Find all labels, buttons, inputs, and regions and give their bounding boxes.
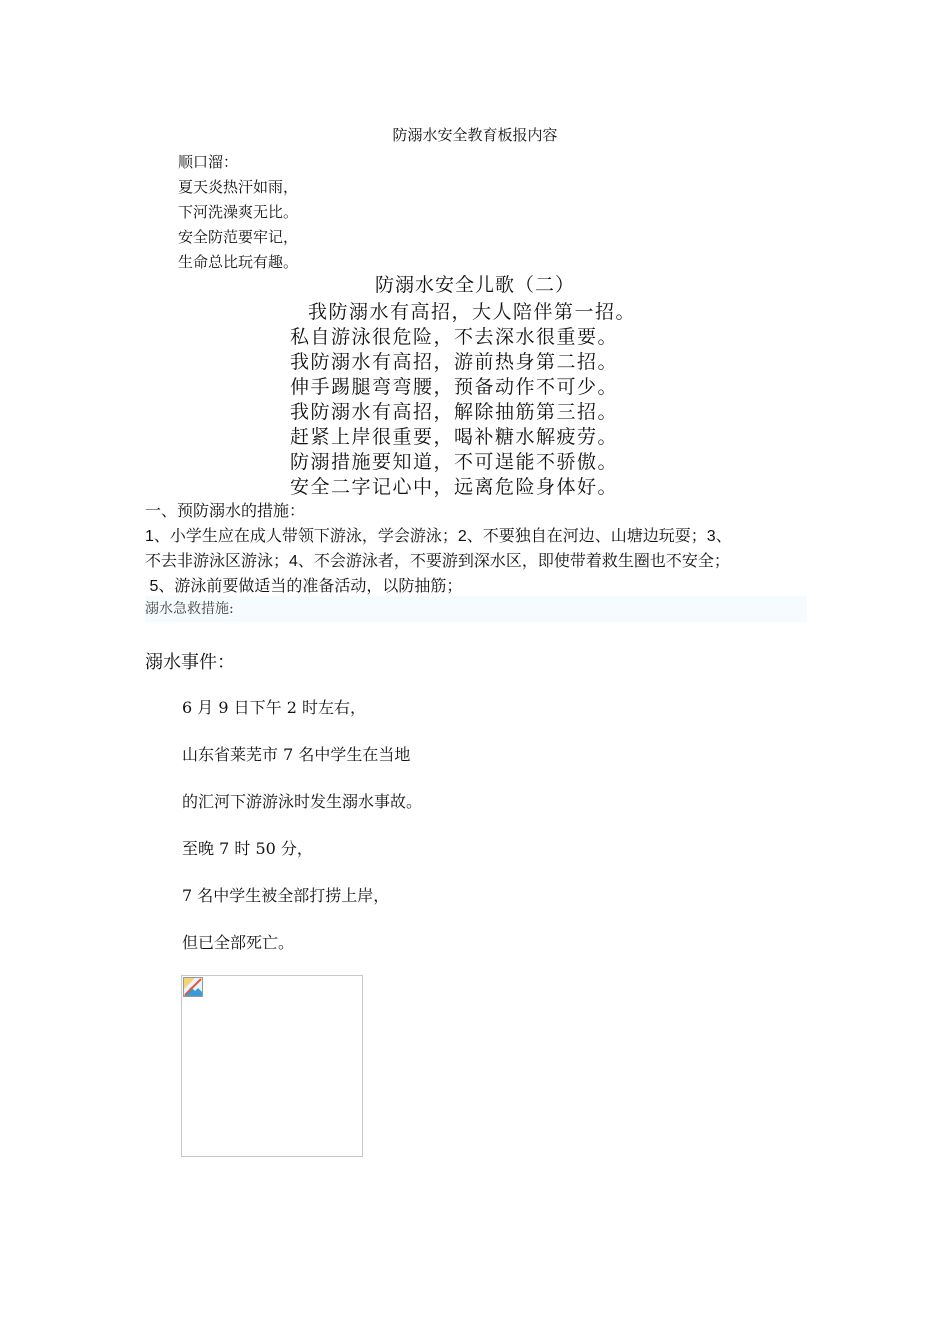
- rhyme-heading: 顺口溜：: [178, 153, 239, 171]
- image-placeholder: [181, 975, 363, 1157]
- rhyme-line-1: 夏天炎热汗如雨，: [178, 178, 299, 196]
- measures-line-1: 1、小学生应在成人带领下游泳，学会游泳；2、不要独自在河边、山塘边玩耍；3、: [145, 528, 732, 545]
- rhyme-line-3: 安全防范要牢记，: [178, 228, 299, 246]
- event-line-3: 的汇河下游游泳时发生溺水事故。: [182, 792, 423, 811]
- song-line-6: 赶紧上岸很重要，喝补糖水解疲劳。: [290, 426, 619, 448]
- event-line-1: 6 月 9 日下午 2 时左右，: [182, 698, 366, 717]
- rescue-measures-label: 溺水急救措施:: [145, 596, 807, 622]
- song-line-3: 我防溺水有高招，游前热身第二招。: [290, 351, 619, 373]
- rhyme-line-2: 下河洗澡爽无比。: [178, 203, 299, 221]
- measures-heading: 一、预防溺水的措施：: [145, 501, 306, 520]
- measures-line-2: 不去非游泳区游泳；4、不会游泳者，不要游到深水区，即使带着救生圈也不安全；: [145, 553, 730, 570]
- song-line-1: 我防溺水有高招，大人陪伴第一招。: [308, 301, 637, 323]
- song-line-5: 我防溺水有高招，解除抽筋第三招。: [290, 401, 619, 423]
- song-title: 防溺水安全儿歌（二）: [374, 274, 575, 296]
- event-line-6: 但已全部死亡。: [182, 933, 295, 952]
- measures-line-3: 5、游泳前要做适当的准备活动，以防抽筋；: [145, 578, 463, 595]
- event-heading: 溺水事件：: [145, 652, 235, 673]
- song-line-8: 安全二字记心中，远离危险身体好。: [290, 476, 619, 498]
- event-line-2: 山东省莱芜市 7 名中学生在当地: [182, 745, 411, 764]
- rhyme-line-4: 生命总比玩有趣。: [178, 253, 299, 271]
- song-line-7: 防溺措施要知道，不可逞能不骄傲。: [290, 451, 619, 473]
- song-line-4: 伸手踢腿弯弯腰，预备动作不可少。: [290, 376, 619, 398]
- song-line-2: 私自游泳很危险，不去深水很重要。: [290, 326, 619, 348]
- event-line-4: 至晚 7 时 50 分，: [182, 839, 313, 858]
- broken-image-icon: [183, 977, 203, 1001]
- page-title: 防溺水安全教育板报内容: [392, 126, 558, 144]
- event-line-5: 7 名中学生被全部打捞上岸，: [182, 886, 390, 905]
